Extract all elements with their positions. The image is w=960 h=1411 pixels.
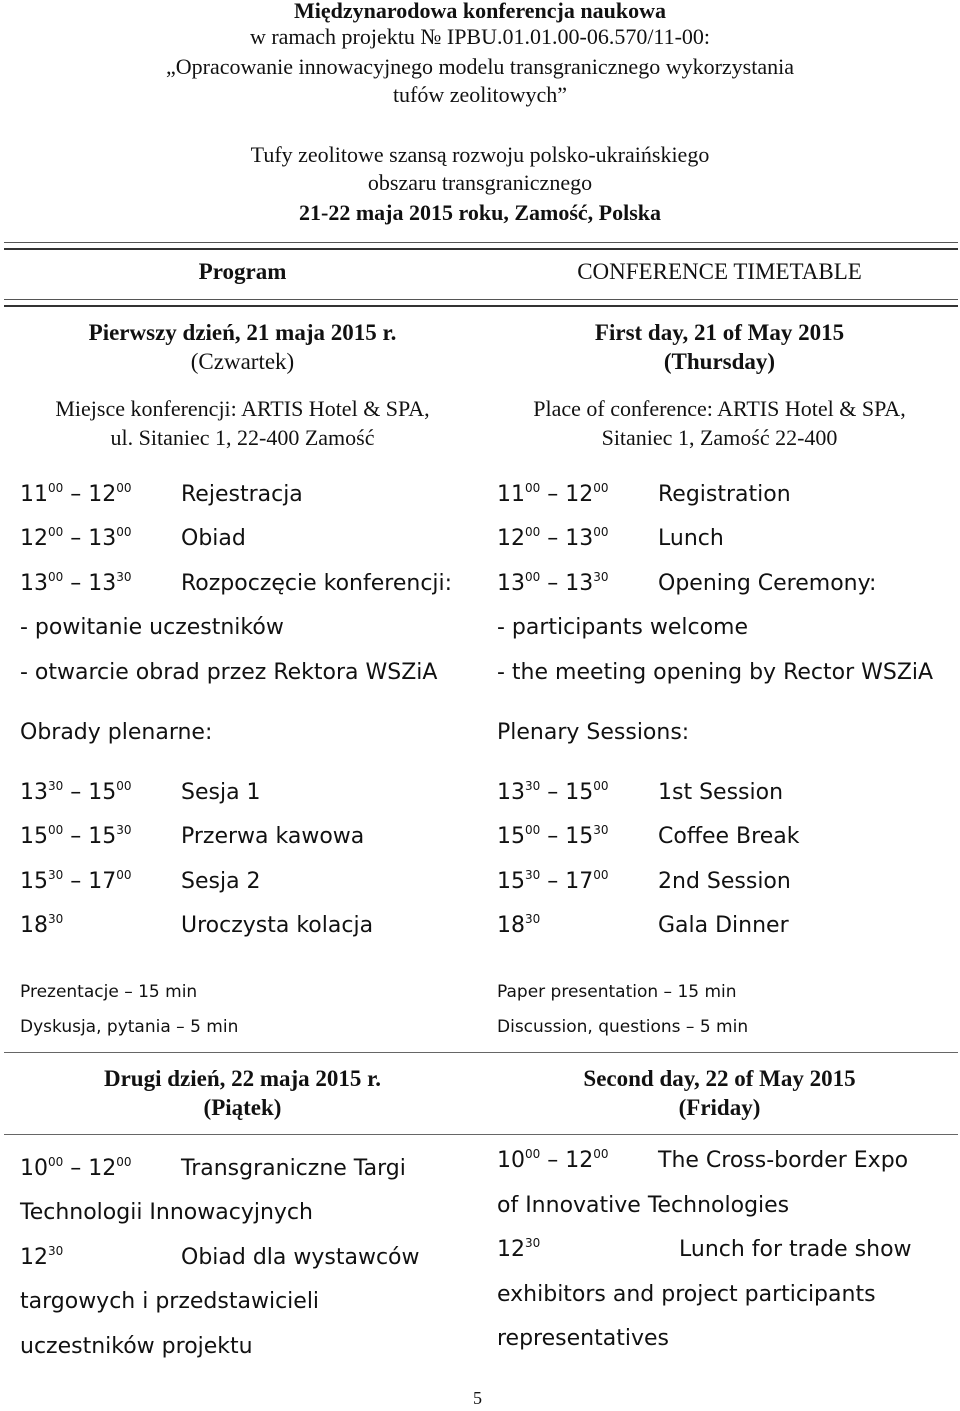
program-title: Program [198,259,287,284]
time-range: $10^{00} - 12^{00}$ [497,1147,609,1173]
schedule-subitem: - participants welcome [497,615,749,640]
schedule-item: Opening Ceremony: [658,571,877,596]
day2-weekday-pl: (Piątek) [203,1095,282,1120]
time-range: $12^{00} - 13^{00}$ [20,525,132,551]
time-range: $11^{00} - 12^{00}$ [497,481,609,507]
time-range: $12^{00} - 13^{00}$ [497,525,609,551]
schedule-item-cont: of Innovative Technologies [497,1193,790,1218]
schedule-item: Sesja 2 [181,869,261,894]
schedule-subitem: - powitanie uczestników [20,615,284,640]
schedule-item: Registration [658,482,791,507]
day1-title-pl: Pierwszy dzień, 21 maja 2015 r. [88,320,397,345]
schedule-item-cont: Technologii Innowacyjnych [20,1200,313,1225]
header-date-place: 21-22 maja 2015 roku, Zamość, Polska [299,200,661,225]
time-range: $15^{30} - 17^{00}$ [497,868,609,894]
time-range: $13^{00} - 13^{30}$ [497,570,609,596]
day1-place-en: Place of conference: ARTIS Hotel & SPA, [533,396,906,421]
note-discussion-pl: Dyskusja, pytania – 5 min [20,1017,239,1037]
header-theme: Tufy zeolitowe szansą rozwoju polsko-ukraińskiego [250,142,710,167]
time-single: $18^{30}$ [20,912,64,938]
schedule-item: 2nd Session [658,869,791,894]
divider [4,1134,958,1135]
header-project-title: „Opracowanie innowacyjnego modelu transgranicznego wykorzystania [166,54,794,79]
note-discussion-en: Discussion, questions – 5 min [497,1017,749,1037]
schedule-item: Gala Dinner [658,913,789,938]
timetable-title: CONFERENCE TIMETABLE [577,259,862,284]
day1-place-pl: Miejsce konferencji: ARTIS Hotel & SPA, [55,396,430,421]
schedule-item: Uroczysta kolacja [181,913,374,938]
time-single: $18^{30}$ [497,912,541,938]
schedule-item: Coffee Break [658,824,800,849]
note-presentation-pl: Prezentacje – 15 min [20,982,198,1002]
page-number: 5 [473,1388,482,1408]
schedule-item: Obiad [181,526,246,551]
schedule-item: Lunch [658,526,724,551]
schedule-item: Lunch for trade show [679,1237,912,1262]
schedule-item: Obiad dla wystawców [181,1245,420,1270]
time-range: $15^{00} - 15^{30}$ [497,823,609,849]
schedule-item: Transgraniczne Targi [181,1156,406,1181]
header-project-title-cont: tufów zeolitowych” [392,82,568,107]
section-heading: Obrady plenarne: [20,720,213,745]
header-theme-cont: obszaru transgranicznego [367,170,593,195]
header-project-number: w ramach projektu № IPBU.01.01.00-06.570/11-00: [249,24,711,49]
schedule-item: Sesja 1 [181,780,261,805]
day1-weekday-en: (Thursday) [663,349,776,374]
time-range: $15^{00} - 15^{30}$ [20,823,132,849]
schedule-item-cont: targowych i przedstawicieli [20,1289,320,1314]
schedule-item-cont: exhibitors and project participants [497,1282,876,1307]
day2-weekday-en: (Friday) [678,1095,761,1120]
divider [4,299,958,307]
day1-title-en: First day, 21 of May 2015 [594,320,845,345]
time-range: $13^{00} - 13^{30}$ [20,570,132,596]
day1-address-en: Sitaniec 1, Zamość 22-400 [601,425,838,450]
day1-weekday-pl: (Czwartek) [190,349,295,374]
divider [4,1052,958,1053]
schedule-item: The Cross-border Expo [658,1148,909,1173]
time-range: $13^{30} - 15^{00}$ [497,779,609,805]
day1-address-pl: ul. Sitaniec 1, 22-400 Zamość [110,425,375,450]
day2-title-pl: Drugi dzień, 22 maja 2015 r. [103,1066,382,1091]
header-conference-title: Międzynarodowa konferencja naukowa [294,0,666,23]
schedule-item-cont: representatives [497,1326,669,1351]
section-heading: Plenary Sessions: [497,720,690,745]
time-range: $15^{30} - 17^{00}$ [20,868,132,894]
divider [4,242,958,250]
schedule-item: 1st Session [658,780,784,805]
time-single: $12^{30}$ [20,1244,64,1270]
schedule-item: Przerwa kawowa [181,824,365,849]
schedule-subitem: - otwarcie obrad przez Rektora WSZiA [20,660,438,685]
time-single: $12^{30}$ [497,1236,541,1262]
schedule-item: Rejestracja [181,482,303,507]
time-range: $10^{00} - 12^{00}$ [20,1155,132,1181]
time-range: $11^{00} - 12^{00}$ [20,481,132,507]
note-presentation-en: Paper presentation – 15 min [497,982,737,1002]
day2-title-en: Second day, 22 of May 2015 [583,1066,856,1091]
schedule-item-cont: uczestników projektu [20,1334,253,1359]
time-range: $13^{30} - 15^{00}$ [20,779,132,805]
schedule-subitem: - the meeting opening by Rector WSZiA [497,660,934,685]
schedule-item: Rozpoczęcie konferencji: [181,571,453,596]
